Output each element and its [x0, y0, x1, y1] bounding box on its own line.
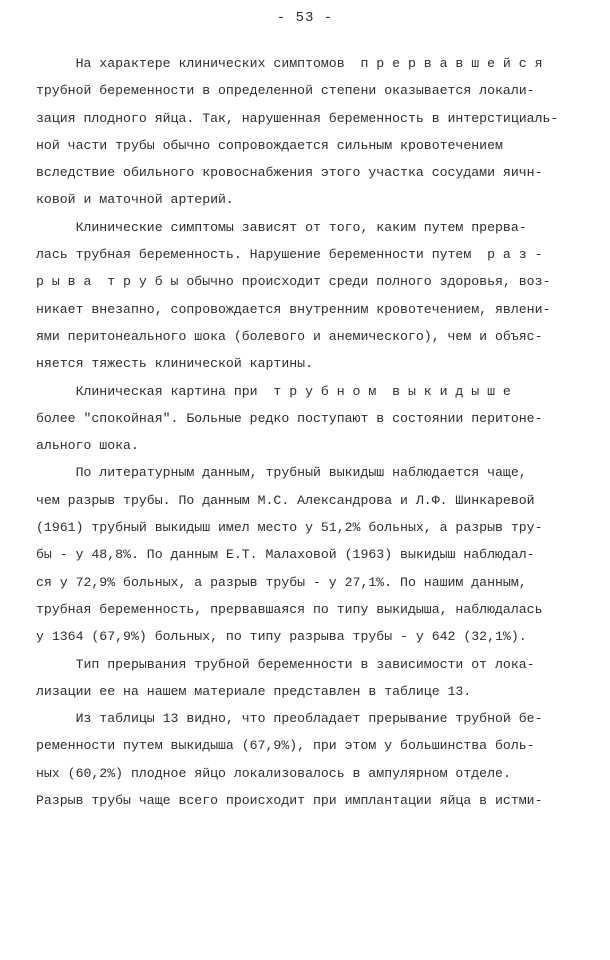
text-line: бы - у 48,8%. По данным Е.Т. Малаховой (1963) выкидыш наблюдал-	[36, 547, 535, 563]
page-number: - 53 -	[276, 10, 334, 26]
text-line: р ы в а т р у б ы обычно происходит среди полного здоровья, воз-	[36, 274, 551, 290]
text-line: Из таблицы 13 видно, что преобладает прерывание трубной бе-	[36, 711, 543, 727]
text-line: (1961) трубный выкидыш имел место у 51,2% больных, а разрыв тру-	[36, 520, 543, 536]
text-line: ся у 72,9% больных, а разрыв трубы - у 27,1%. По нашим данным,	[36, 574, 527, 590]
text-line: лась трубная беременность. Нарушение беременности путем р а з -	[36, 247, 543, 263]
text-line: няется тяжесть клинической картины.	[36, 356, 313, 372]
text-line: вследствие обильного кровоснабжения этого участка сосудами яичн-	[36, 165, 543, 181]
text-line: На характере клинических симптомов п р е р в а в ш е й с я	[36, 56, 543, 71]
text-line: Клинические симптомы зависят от того, каким путем прерва-	[36, 219, 527, 235]
text-line: более "спокойная". Больные редко поступают в состоянии перитоне-	[36, 410, 543, 426]
text-line: ременности путем выкидыша (67,9%), при этом у большинства боль-	[36, 738, 535, 754]
text-line: Тип прерывания трубной беременности в зависимости от лока-	[36, 656, 535, 672]
text-line: Разрыв трубы чаще всего происходит при имплантации яйца в истми-	[36, 793, 543, 809]
text-line: трубной беременности в определенной степени оказывается локали-	[36, 83, 535, 99]
text-line: Клиническая картина при т р у б н о м в ы к и д ы ш е	[36, 383, 511, 399]
text-line: ями перитонеального шока (болевого и анемического), чем и объяс-	[36, 328, 543, 344]
text-line: чем разрыв трубы. По данным М.С. Александрова и Л.Ф. Шинкаревой	[36, 492, 535, 508]
text-line: ального шока.	[36, 438, 139, 454]
text-line: ных (60,2%) плодное яйцо локализовалось в ампулярном отделе.	[36, 765, 511, 781]
text-line: По литературным данным, трубный выкидыш наблюдается чаще,	[36, 465, 527, 481]
text-line: трубная беременность, прервавшаяся по типу выкидыша, наблюдалась	[36, 601, 543, 617]
text-line: у 1364 (67,9%) больных, по типу разрыва трубы - у 642 (32,1%).	[36, 629, 527, 645]
body-text	[36, 50, 576, 814]
text-line: ковой и маточной артерий.	[36, 192, 234, 208]
text-line: лизации ее на нашем материале представлен в таблице 13.	[36, 683, 472, 699]
text-line: ной части трубы обычно сопровождается сильным кровотечением	[36, 137, 503, 153]
text-line: зация плодного яйца. Так, нарушенная беременность в интерстициаль-	[36, 110, 559, 126]
text-line: никает внезапно, сопровождается внутренним кровотечением, явлени-	[36, 301, 551, 317]
